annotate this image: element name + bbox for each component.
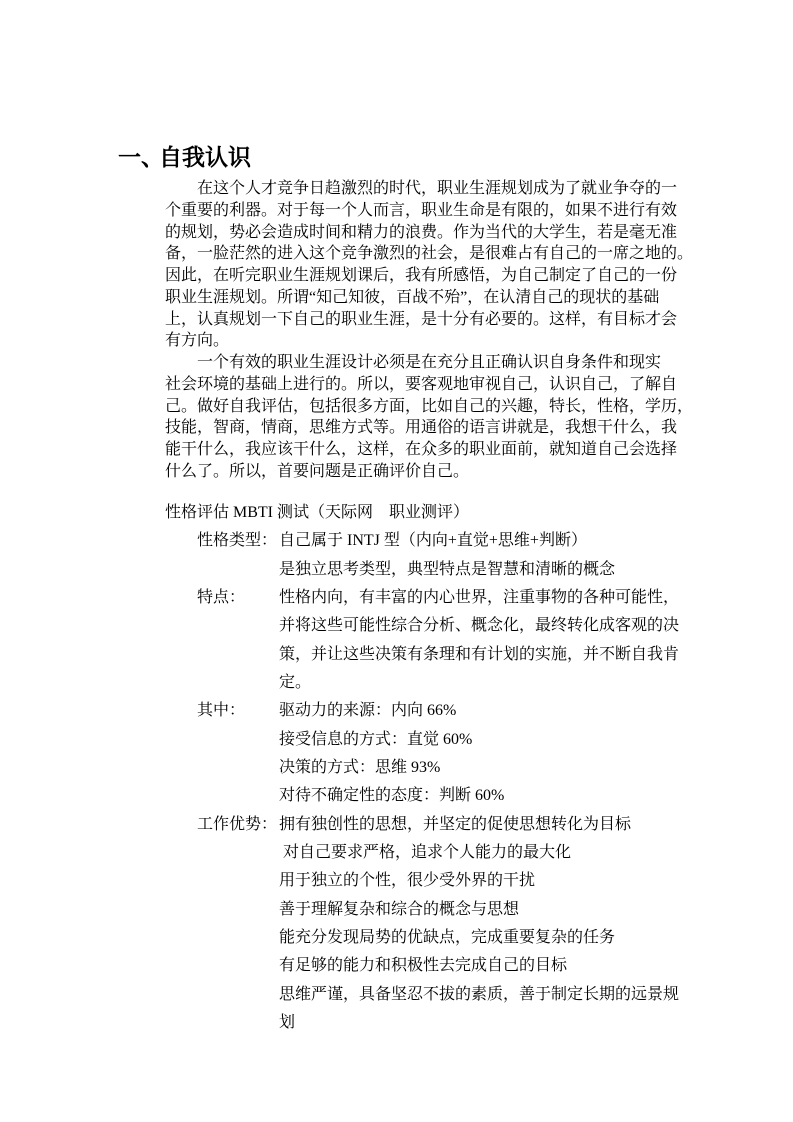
section-heading bbox=[118, 142, 251, 172]
paragraph-line: 什么了。所以，首要问题是正确评价自己。 bbox=[165, 462, 470, 480]
paragraph bbox=[165, 352, 694, 483]
mbti-content-line: 对自己要求严格，追求个人能力的最大化 bbox=[279, 843, 572, 861]
body-paragraphs bbox=[165, 178, 694, 483]
mbti-content-line: 接受信息的方式：直觉 60% bbox=[279, 730, 473, 748]
mbti-row-content bbox=[279, 584, 685, 697]
mbti-content-line: 决策的方式：思维 93% bbox=[279, 758, 441, 776]
heading-title: 自我认识 bbox=[159, 144, 251, 170]
mbti-content-line: 自己属于 INTJ 型（内向+直觉+思维+判断） bbox=[279, 532, 587, 550]
paragraph-line: 在这个人才竞争日趋激烈的时代，职业生涯规划成为了就业争夺的一 bbox=[165, 180, 678, 197]
paragraph-line: 职业生涯规划。所谓“知己知彼，百战不殆”，在认清自己的现状的基础 bbox=[165, 288, 660, 306]
paragraph-line: 己。做好自我评估，包括很多方面，比如自己的兴趣，特长，性格，学历， bbox=[165, 397, 694, 415]
mbti-row-label: 工作优势： bbox=[197, 815, 278, 833]
mbti-content-line: 定。 bbox=[279, 673, 312, 691]
mbti-section-title: 性格评估 MBTI 测试（天际网 职业测评） bbox=[165, 504, 470, 521]
mbti-row-label: 性格类型： bbox=[197, 532, 278, 550]
paragraph-line: 一个有效的职业生涯设计必须是在充分且正确认识自身条件和现实 bbox=[165, 354, 662, 371]
paragraph-line: 个重要的利器。对于每一个人而言，职业生命是有限的，如果不进行有效 bbox=[165, 201, 678, 219]
paragraph-line: 能干什么，我应该干什么，这样，在众多的职业面前，就知道自己会选择 bbox=[165, 441, 678, 458]
mbti-row-label: 特点： bbox=[197, 588, 246, 606]
mbti-content-line: 性格内向，有丰富的内心世界，注重事物的各种可能性， bbox=[279, 588, 680, 606]
mbti-row-label: 其中： bbox=[197, 702, 246, 720]
mbti-row bbox=[165, 811, 685, 1038]
heading-number: 一、 bbox=[118, 144, 164, 170]
mbti-content-line: 驱动力的来源：内向 66% bbox=[279, 702, 457, 720]
mbti-row-content bbox=[279, 811, 685, 1038]
mbti-row-content bbox=[279, 697, 685, 810]
paragraph-line: 上，认真规划一下自己的职业生涯，是十分有必要的。这样，有目标才会 bbox=[165, 310, 678, 328]
mbti-content-line: 策，并让这些决策有条理和有计划的实施，并不断自我肯 bbox=[279, 645, 680, 663]
paragraph-line: 社会环境的基础上进行的。所以，要客观地审视自己，认识自己，了解自 bbox=[165, 375, 678, 393]
mbti-row bbox=[165, 527, 685, 584]
mbti-section bbox=[165, 499, 685, 1037]
mbti-row-content bbox=[279, 527, 685, 584]
mbti-row bbox=[165, 697, 685, 810]
paragraph-line: 备，一脸茫然的进入这个竞争激烈的社会，是很难占有自己的一席之地的。 bbox=[165, 245, 694, 263]
mbti-rows bbox=[165, 527, 685, 1037]
paragraph-line: 因此，在听完职业生涯规划课后，我有所感悟，为自己制定了自己的一份 bbox=[165, 267, 678, 284]
paragraph-line: 的规划，势必会造成时间和精力的浪费。作为当代的大学生，若是毫无准 bbox=[165, 223, 678, 241]
mbti-content-line: 能充分发现局势的优缺点，完成重要复杂的任务 bbox=[279, 928, 616, 946]
mbti-content-line: 思维严谨，具备坚忍不拔的素质，善于制定长期的远景规 bbox=[279, 985, 680, 1003]
mbti-content-line: 是独立思考类型，典型特点是智慧和清晰的概念 bbox=[279, 560, 616, 578]
mbti-content-line: 有足够的能力和积极性去完成自己的目标 bbox=[279, 957, 568, 975]
paragraph bbox=[165, 178, 694, 352]
mbti-content-line: 并将这些可能性综合分析、概念化，最终转化成客观的决 bbox=[279, 617, 680, 635]
mbti-content-line: 对待不确定性的态度：判断 60% bbox=[279, 787, 505, 805]
mbti-content-line: 拥有独创性的思想，并坚定的促使思想转化为目标 bbox=[279, 815, 632, 833]
mbti-content-line: 善于理解复杂和综合的概念与思想 bbox=[279, 900, 520, 918]
mbti-content-line: 用于独立的个性，很少受外界的干扰 bbox=[279, 872, 536, 890]
paragraph-line: 技能，智商，情商，思维方式等。用通俗的语言讲就是，我想干什么，我 bbox=[165, 419, 678, 437]
mbti-row bbox=[165, 584, 685, 697]
mbti-content-line: 划 bbox=[279, 1013, 296, 1031]
paragraph-line: 有方向。 bbox=[165, 332, 230, 350]
